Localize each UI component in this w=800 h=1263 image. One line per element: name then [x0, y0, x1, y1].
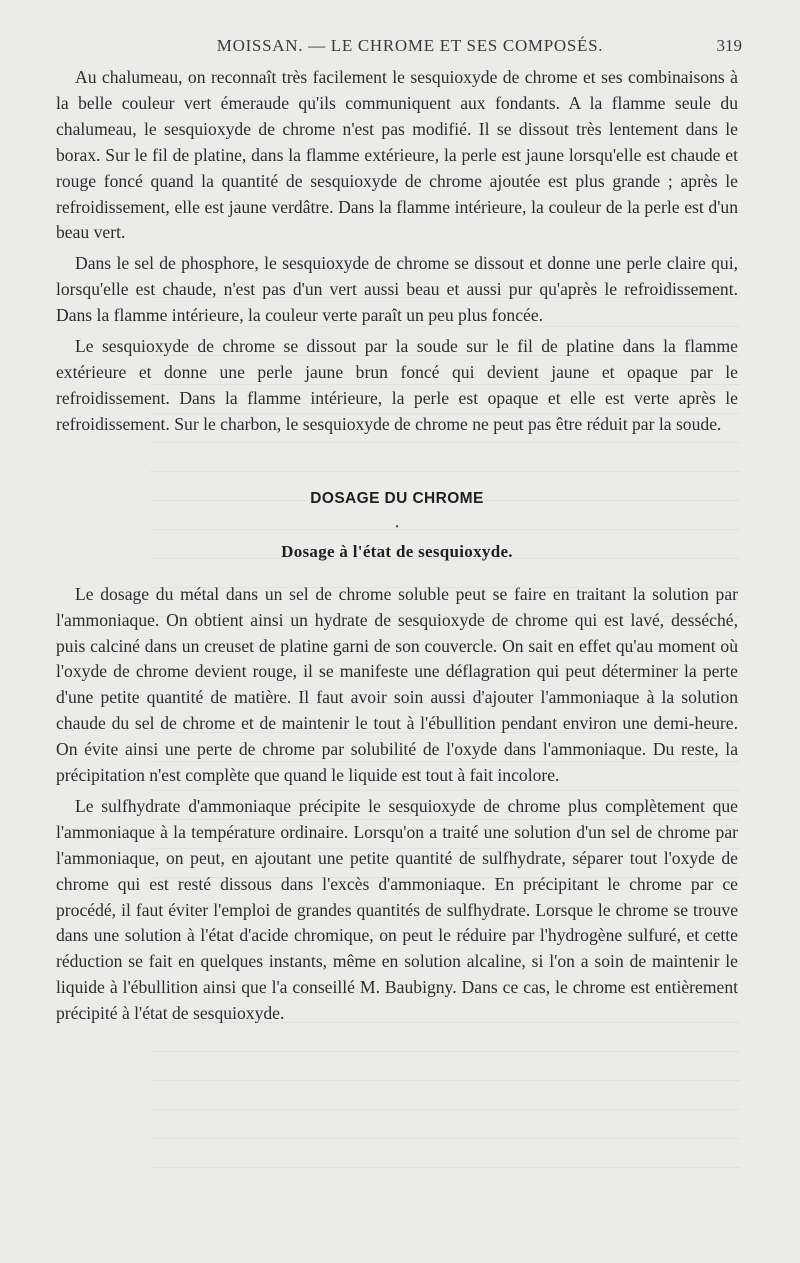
separator-dot: • [395, 521, 399, 533]
paragraph-blowpipe: Au chalumeau, on reconnaît très facilement le sesquioxyde de chrome et ses combinaisons à la belle couleur vert émeraude qu'ils communiquent aux fondants. A la flamme seule du chalumeau, le sesquioxyde de chrome n'est pas modifié. Il se dissout très lentement dans le borax. Sur le fil de platine, dans la flamme extérieure, la perle est jaune lorsqu'elle est chaude et rouge foncé quand la quantité de sesquioxyde de chrome ajoutée est plus grande ; après le refroidissement, elle est jaune verdâtre. Dans la flamme intérieure, la couleur de la perle est d'un beau vert. [56, 67, 738, 243]
section-title: DOSAGE DU CHROME [310, 489, 484, 507]
paragraph-ammonia-dosage: Le dosage du métal dans un sel de chrome soluble peut se faire en traitant la solution par l'ammoniaque. On obtient ainsi un hydrate de sesquioxyde de chrome qui est lavé, desséché, puis calciné dans un creuset de platine garni de son couvercle. On sait en effet qu'au moment où l'oxyde de chrome devient rouge, il se manifeste une déflagration qui peut déterminer la perte d'une petite quantité de matière. Il faut avoir soin aussi d'ajouter l'ammoniaque à la solution chaude du sel de chrome et de maintenir le tout à l'ébullition pendant environ une demi-heure. On évite ainsi une perte de chrome par solubilité de l'oxyde dans l'ammoniaque. Du reste, la précipitation n'est complète que quand le liquide est tout à fait incolore. [56, 583, 738, 786]
paragraph-soda: Le sesquioxyde de chrome se dissout par la soude sur le fil de platine dans la flamme extérieure et donne une perle jaune brun foncé qui devient jaune et opaque par le refroidissement. Dans la flamme intérieure, la perle est opaque et elle est verte après le refroidissement. Sur le charbon, le sesquioxyde de chrome ne peut pas être réduit par la soude. [56, 336, 738, 434]
paragraph-sulfhydrate: Le sulfhydrate d'ammoniaque précipite le sesquioxyde de chrome plus complètement que l'ammoniaque à la température ordinaire. Lorsqu'on a traité une solution d'un sel de chrome par l'ammoniaque, on peut, en ajoutant une petite quantité de sulfhydrate, séparer tout l'oxyde de chrome qui est resté dissous dans l'excès d'ammoniaque. En précipitant le chrome par ce procédé, il faut éviter l'emploi de grandes quantités de sulfhydrate. Lorsque le chrome se trouve dans une solution à l'état d'acide chromique, on peut le réduire par l'hydrogène sulfuré, et cette réduction se fait en quelques instants, même en solution alcaline, si l'on a soin de maintenir le liquide à l'ébullition ainsi que l'a conseillé M. Baubigny. Dans ce cas, le chrome est entièrement précipité à l'état de sesquioxyde. [56, 795, 738, 1024]
page-body [56, 65, 738, 1027]
paragraph-phosphorus-salt: Dans le sel de phosphore, le sesquioxyde de chrome se dissout et donne une perle claire qui, lorsqu'elle est chaude, n'est pas d'un vert aussi beau et aussi pur qu'après le refroidissement. Dans la flamme intérieure, la couleur verte paraît un peu plus foncée. [56, 253, 738, 326]
page-number: 319 [716, 36, 742, 55]
subsection-title: Dosage à l'état de sesquioxyde. [281, 541, 513, 561]
running-header: MOISSAN. — LE CHROME ET SES COMPOSÉS. [216, 36, 604, 55]
